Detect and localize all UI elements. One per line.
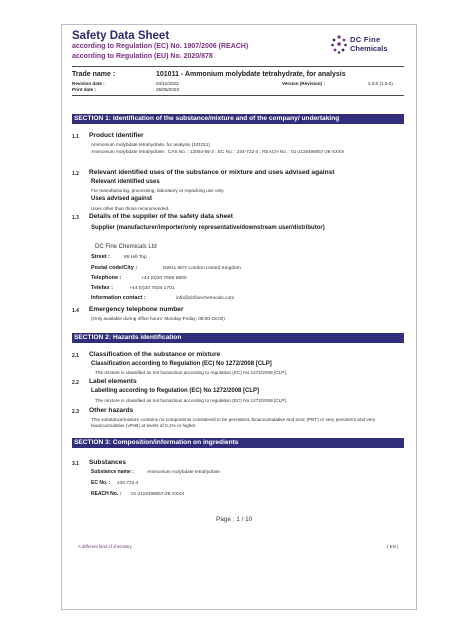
regulation-reach: according to Regulation (EC) No. 1907/2006 (REACH) — [72, 43, 249, 50]
section-1-1-number: 1.1 — [72, 134, 79, 140]
supplier-heading: Supplier (manufacturer/importer/only representative/downstream user/distributor) — [91, 225, 325, 231]
section-2-header: SECTION 2: Hazards identification — [72, 333, 404, 343]
print-date-label: Print date : — [72, 87, 96, 92]
revision-date-label: Revision date : — [72, 81, 105, 86]
regulation-eu: according to Regulation (EU) No. 2020/878 — [72, 53, 213, 60]
reach-number-value: 01-2119498057-28-XXXX — [131, 491, 185, 496]
uses-advised-against-heading: Uses advised against — [91, 196, 153, 202]
information-contact-label: Information contact : — [91, 295, 146, 301]
telefax-value: +44 (0)20 7504 1701 — [129, 286, 175, 291]
section-3-1-number: 3.1 — [72, 461, 79, 467]
language-code: ( EN ) — [387, 544, 399, 549]
telephone-label: Telephone : — [91, 275, 122, 281]
section-2-1-title: Classification of the substance or mixture — [89, 351, 221, 358]
section-1-3-title: Details of the supplier of the safety data sheet — [89, 213, 233, 220]
section-2-1-number: 2.1 — [72, 353, 79, 359]
other-hazards-text: This substance/mixture contains no components considered to be persistent, bioaccumulative and toxic (PBT) or very persistent and very bioaccumulative (vPvB) at levels of 0.1% or higher. — [91, 417, 376, 429]
labelling-text: The mixture is classified as not hazardous according to regulation (EC) No 1272/2008 [CLP]. — [95, 398, 288, 403]
relevant-uses-heading: Relevant identified uses — [91, 179, 160, 185]
product-identifier-line-2: Ammonium molybdate tetrahydrate ; CAS No. : 12054-85-2 ; EC No. : 234-722-4 ; REACH No. : 01-2119498057-28-XXXX — [91, 149, 345, 154]
header-divider — [72, 66, 404, 67]
ec-number-value: 234-722-4 — [117, 480, 139, 485]
street-label: Street : — [91, 254, 110, 260]
substance-name-label: Substance name : — [91, 469, 134, 475]
section-1-1-title: Product identifier — [89, 132, 144, 139]
reach-number-label: REACH No. : — [91, 491, 122, 497]
section-1-3-number: 1.3 — [72, 215, 79, 221]
telephone-value: +44 (0)20 7586 6800 — [141, 276, 187, 281]
telefax-label: Telefax : — [91, 285, 113, 291]
section-2-3-number: 2.3 — [72, 409, 79, 415]
classification-heading: Classification according to Regulation (EC) No 1272/2008 [CLP] — [91, 361, 272, 367]
section-1-2-title: Relevant identified uses of the substance or mixture and uses advised against — [89, 169, 335, 176]
footer-tagline: A different kind of chemistry — [78, 544, 132, 549]
street-value: 88 Hill Top — [124, 255, 147, 260]
trade-name-label: Trade name : — [72, 71, 116, 78]
uses-advised-against-text: Uses other than those recommended. — [91, 206, 170, 211]
section-2-2-title: Label elements — [89, 378, 137, 385]
section-1-4-number: 1.4 — [72, 308, 79, 314]
information-contact-value: info@dcfinechemicals.com — [176, 296, 235, 301]
section-3-header: SECTION 3: Composition/information on ingredients — [72, 438, 404, 448]
section-1-header: SECTION 1: Identification of the substance/mixture and of the company/ undertaking — [72, 114, 404, 124]
ec-number-label: EC No. : — [91, 480, 111, 486]
logo-text-line-2: Chemicals — [350, 44, 388, 53]
version-label: Version (Revision) : — [282, 81, 325, 86]
relevant-uses-text: For manufacturing, processing, laboratory or repacking use only. — [91, 188, 225, 193]
supplier-name: DC Fine Chemicals Ltd — [95, 244, 157, 250]
document-title: Safety Data Sheet — [72, 30, 170, 42]
emergency-hours-text: (Only available during office hours; Monday-Friday; 08:00-18:00) — [91, 316, 225, 321]
trade-name-value: 101011 - Ammonium molybdate tetrahydrate, for analysis — [156, 71, 346, 78]
postal-city-value: NW11 6DY London United Kingdom — [163, 266, 241, 271]
classification-text: The mixture is classified as not hazardous according to regulation (EC) No 1272/2008 [CLP]. — [95, 370, 288, 375]
section-3-1-title: Substances — [89, 459, 127, 466]
page-number: Page : 1 / 10 — [216, 516, 253, 523]
section-1-2-number: 1.2 — [72, 171, 79, 177]
product-identifier-line-1: Ammonium molybdate tetrahydrate, for analysis (101011) — [91, 142, 210, 147]
section-2-3-title: Other hazards — [89, 407, 134, 414]
substance-name-value: Ammonium molybdate tetrahydrate — [147, 469, 220, 474]
trade-divider — [72, 95, 404, 96]
company-logo — [330, 34, 400, 56]
logo-text-line-1: DC Fine — [350, 35, 381, 44]
section-1-4-title: Emergency telephone number — [89, 306, 184, 313]
labelling-heading: Labelling according to Regulation (EC) No 1272/2008 [CLP] — [91, 388, 260, 394]
version-value: 2.0.0 (1.0.0) — [368, 81, 393, 86]
print-date-value: 25/05/2023 — [156, 87, 179, 92]
section-2-2-number: 2.2 — [72, 380, 79, 386]
revision-date-value: 04/11/2022 — [156, 81, 179, 86]
logo-dots-icon — [330, 34, 348, 54]
postal-city-label: Postal code/City : — [91, 265, 138, 271]
